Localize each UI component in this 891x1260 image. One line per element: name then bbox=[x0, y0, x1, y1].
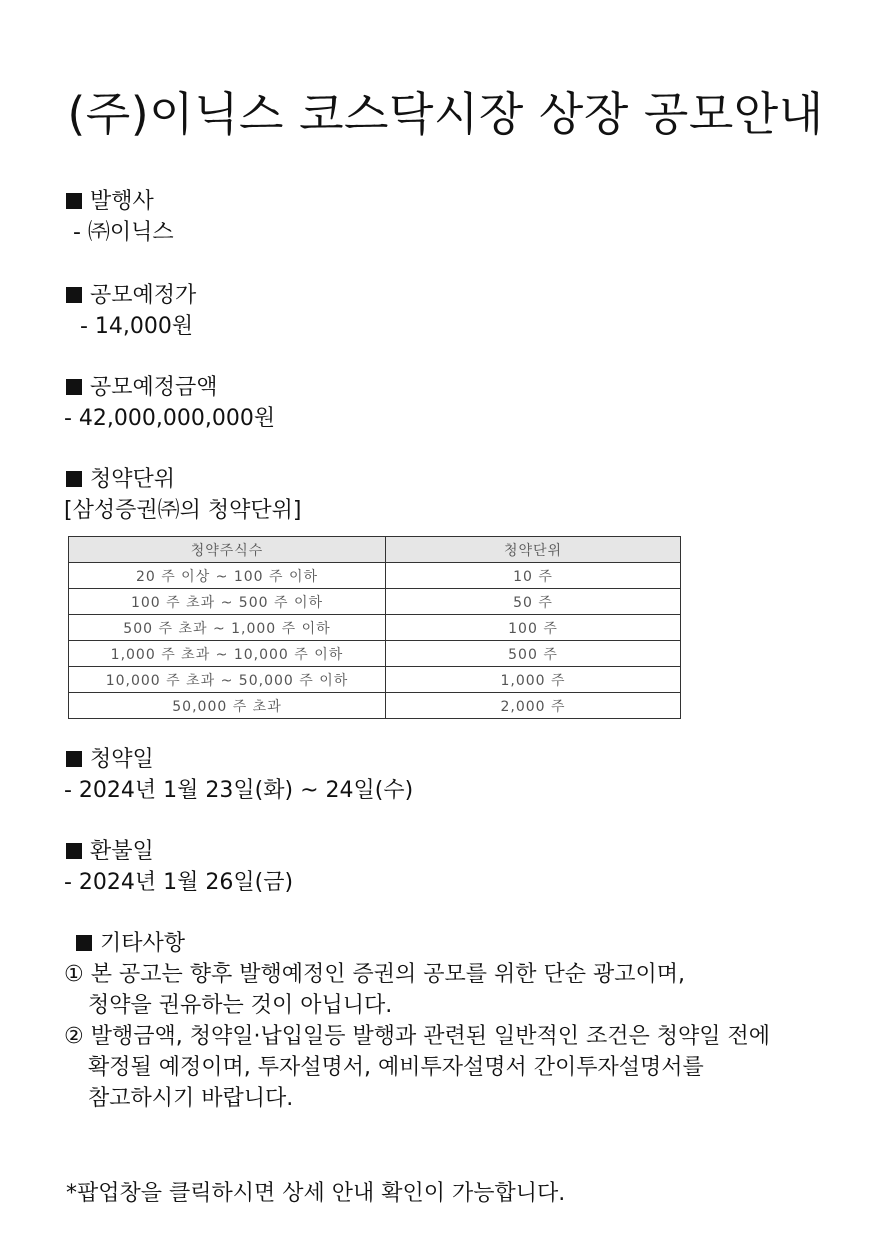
square-bullet-icon bbox=[66, 843, 82, 859]
table-row bbox=[69, 641, 681, 667]
offer-price-value: - 14,000원 bbox=[66, 314, 194, 339]
table-cell-unit: 500 주 bbox=[386, 641, 681, 667]
offer-amount-section bbox=[66, 372, 275, 434]
refund-date-value: - 2024년 1월 26일(금) bbox=[64, 870, 294, 895]
note-1-line-2: 청약을 권유하는 것이 아닙니다. bbox=[88, 993, 393, 1018]
table-header-shares: 청약주식수 bbox=[69, 537, 386, 563]
table-cell-shares: 1,000 주 초과 ~ 10,000 주 이하 bbox=[69, 641, 386, 667]
table-cell-unit: 10 주 bbox=[386, 563, 681, 589]
other-notes-section bbox=[64, 928, 770, 1114]
table-header-unit: 청약단위 bbox=[386, 537, 681, 563]
page-title: (주)이닉스 코스닥시장 상장 공모안내 bbox=[67, 87, 824, 141]
note-2-line-1: ② 발행금액, 청약일·납입일등 발행과 관련된 일반적인 조건은 청약일 전에 bbox=[64, 1024, 770, 1049]
subscription-unit-table bbox=[68, 536, 681, 719]
square-bullet-icon bbox=[66, 287, 82, 303]
square-bullet-icon bbox=[66, 379, 82, 395]
subscription-date-section bbox=[66, 744, 413, 806]
table-row bbox=[69, 589, 681, 615]
subscription-unit-section bbox=[66, 464, 301, 526]
offer-amount-heading: 공모예정금액 bbox=[90, 375, 218, 400]
table-row bbox=[69, 615, 681, 641]
offer-price-heading: 공모예정가 bbox=[90, 283, 197, 308]
issuer-heading: 발행사 bbox=[90, 189, 154, 214]
table-cell-unit: 1,000 주 bbox=[386, 667, 681, 693]
table-cell-unit: 50 주 bbox=[386, 589, 681, 615]
popup-notice[interactable]: *팝업창을 클릭하시면 상세 안내 확인이 가능합니다. bbox=[66, 1181, 566, 1206]
square-bullet-icon bbox=[66, 751, 82, 767]
note-2-line-2: 확정될 예정이며, 투자설명서, 예비투자설명서 간이투자설명서를 bbox=[88, 1055, 704, 1080]
table-row bbox=[69, 693, 681, 719]
table-cell-unit: 2,000 주 bbox=[386, 693, 681, 719]
table-row bbox=[69, 667, 681, 693]
square-bullet-icon bbox=[66, 193, 82, 209]
issuer-section bbox=[66, 186, 174, 248]
refund-date-section bbox=[66, 836, 293, 898]
subscription-date-heading: 청약일 bbox=[90, 747, 154, 772]
table-cell-shares: 500 주 초과 ~ 1,000 주 이하 bbox=[69, 615, 386, 641]
square-bullet-icon bbox=[66, 471, 82, 487]
table-cell-unit: 100 주 bbox=[386, 615, 681, 641]
table-cell-shares: 100 주 초과 ~ 500 주 이하 bbox=[69, 589, 386, 615]
table-cell-shares: 10,000 주 초과 ~ 50,000 주 이하 bbox=[69, 667, 386, 693]
offer-amount-value: - 42,000,000,000원 bbox=[64, 406, 276, 431]
table-row bbox=[69, 563, 681, 589]
note-1-line-1: ① 본 공고는 향후 발행예정인 증권의 공모를 위한 단순 광고이며, bbox=[64, 962, 685, 987]
note-2-line-3: 참고하시기 바랍니다. bbox=[88, 1086, 294, 1111]
other-heading: 기타사항 bbox=[100, 931, 186, 956]
offer-price-section bbox=[66, 280, 196, 342]
subscription-unit-heading: 청약단위 bbox=[90, 467, 176, 492]
subscription-date-value: - 2024년 1월 23일(화) ~ 24일(수) bbox=[64, 778, 414, 803]
subscription-unit-subheading: [삼성증권㈜의 청약단위] bbox=[64, 498, 302, 523]
square-bullet-icon bbox=[76, 935, 92, 951]
refund-date-heading: 환불일 bbox=[90, 839, 154, 864]
issuer-value: - ㈜이닉스 bbox=[66, 220, 174, 245]
table-header-row bbox=[69, 537, 681, 563]
table-cell-shares: 20 주 이상 ~ 100 주 이하 bbox=[69, 563, 386, 589]
table-cell-shares: 50,000 주 초과 bbox=[69, 693, 386, 719]
